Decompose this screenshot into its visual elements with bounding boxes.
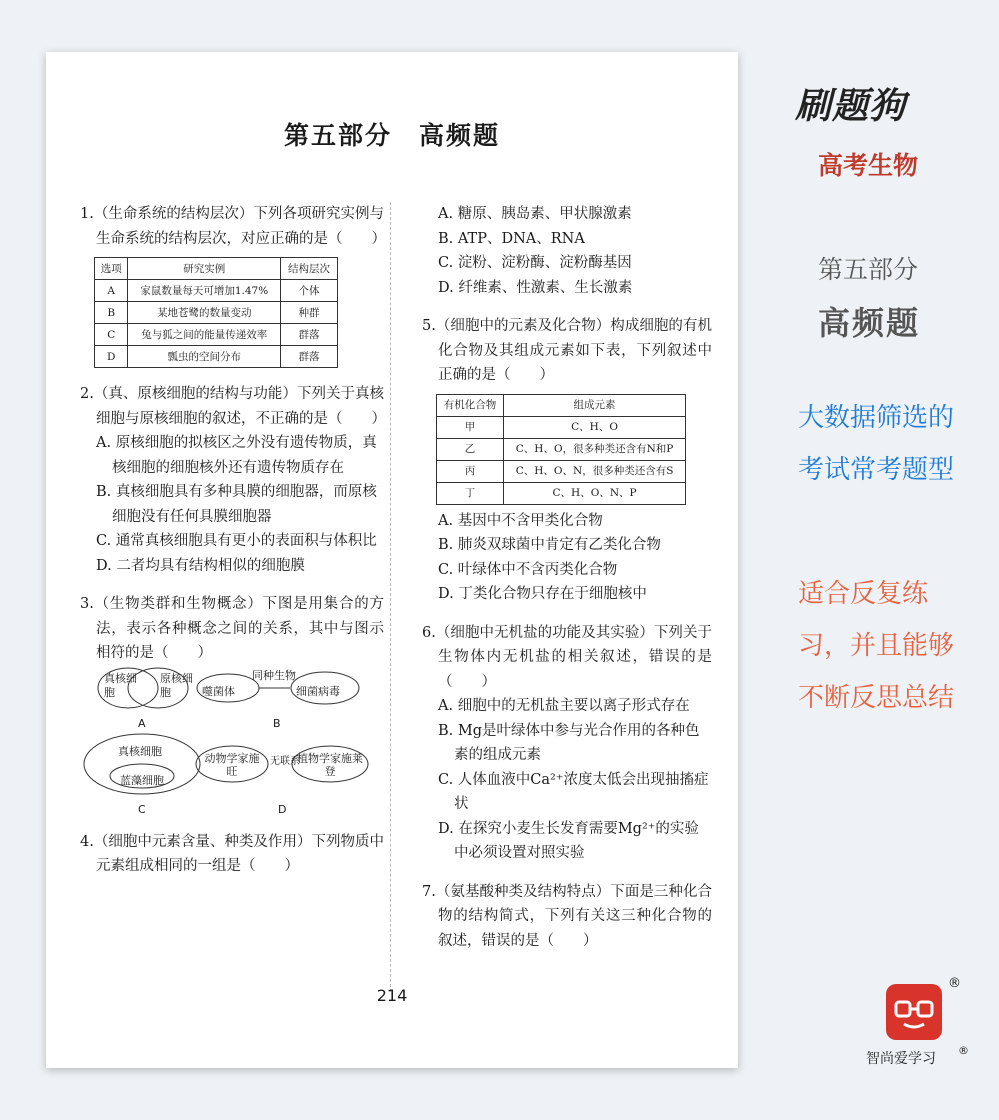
question-1-stem: 1.（生命系统的结构层次）下列各项研究实例与生命系统的结构层次，对应正确的是（ ） (80, 206, 386, 247)
brand-logo-text: 刷题狗 (795, 86, 907, 127)
table-cell: 种群 (281, 302, 338, 324)
option: A. 基因中不含甲类化合物 (438, 512, 603, 529)
question-4-stem: 4.（细胞中元素含量、种类及作用）下列物质中元素组成相同的一组是（ ） (80, 833, 384, 874)
left-column (80, 202, 384, 893)
table-cell: 家鼠数量每天可增加1.47% (128, 280, 281, 302)
part-label: 第五部分 (818, 255, 919, 284)
table-cell: 兔与狐之间的能量传递效率 (128, 324, 281, 346)
option: D. 纤维素、性激素、生长激素 (438, 279, 633, 296)
table-cell: 个体 (281, 280, 338, 302)
venn-d-label: D (278, 802, 287, 816)
venn-d-left: 动物学家施旺 (204, 751, 260, 778)
table-cell: C、H、O (504, 416, 686, 438)
table-cell: B (95, 302, 128, 324)
table-cell: A (95, 280, 128, 302)
venn-d-right: 植物学家施莱登 (297, 751, 363, 778)
registered-mark: ® (948, 976, 961, 991)
option: D. 二者均具有结构相似的细胞膜 (96, 557, 305, 574)
right-column (422, 202, 712, 967)
subject-label: 高考生物 (818, 151, 919, 180)
question-4 (80, 830, 384, 879)
venn-b-left: 噬菌体 (202, 684, 235, 698)
table-header: 结构层次 (281, 258, 338, 280)
publisher-logo-icon (886, 984, 942, 1040)
option: C. 淀粉、淀粉酶、淀粉酶基因 (438, 255, 632, 271)
question-5 (422, 314, 712, 607)
venn-d-link: 无联系 (270, 755, 300, 767)
table-cell: 甲 (437, 416, 504, 438)
venn-b-link: 同种生物 (252, 668, 296, 682)
question-1-table (94, 257, 338, 368)
option: B. 真核细胞具有多种具膜的细胞器，而原核细胞没有任何具膜细胞器 (96, 484, 377, 525)
venn-a-label: A (138, 716, 146, 730)
blurb-orange: 适合反复练习，并且能够不断反思总结 (798, 579, 955, 713)
option: C. 人体血液中Ca²⁺浓度太低会出现抽搐症状 (438, 771, 709, 812)
table-header: 有机化合物 (437, 394, 504, 416)
page-title: 第五部分 高频题 (283, 121, 500, 150)
question-3 (80, 592, 384, 816)
option: C. 通常真核细胞具有更小的表面积与体积比 (96, 533, 377, 549)
page-number: 214 (376, 986, 408, 1005)
table-cell: 群落 (281, 346, 338, 368)
option: A. 原核细胞的拟核区之外没有遗传物质，真核细胞的细胞核外还有遗传物质存在 (96, 435, 377, 476)
venn-c-inner: 蓝藻细胞 (120, 773, 164, 787)
registered-mark: ® (958, 1044, 969, 1057)
table-cell: 丁 (437, 482, 504, 504)
question-6 (422, 621, 712, 866)
question-2 (80, 382, 384, 578)
question-5-table (436, 394, 686, 505)
table-cell: C、H、O、N、P (504, 482, 686, 504)
part-title: 高频题 (818, 304, 921, 342)
question-3-stem: 3.（生物类群和生物概念）下图是用集合的方法，表示各种概念之间的关系，其中与图示相符的是（ ） (80, 596, 384, 661)
question-6-stem: 6.（细胞中无机盐的功能及其实验）下列关于生物体内无机盐的相关叙述，错误的是（ ） (422, 624, 712, 690)
question-7 (422, 880, 712, 954)
option: D. 丁类化合物只存在于细胞核中 (438, 586, 647, 602)
question-2-stem: 2.（真、原核细胞的结构与功能）下列关于真核细胞与原核细胞的叙述，不正确的是（ ） (80, 386, 386, 427)
table-cell: 瓢虫的空间分布 (128, 346, 281, 368)
table-cell: C、H、O，很多种类还含有N和P (504, 438, 686, 460)
document-page (46, 52, 738, 1068)
table-header: 研究实例 (128, 258, 281, 280)
option: B. ATP、DNA、RNA (438, 230, 585, 247)
venn-c-label: C (138, 802, 146, 816)
table-cell: 群落 (281, 324, 338, 346)
question-5-stem: 5.（细胞中的元素及化合物）构成细胞的有机化合物及其组成元素如下表，下列叙述中正确的是（ ） (422, 318, 712, 383)
table-header: 组成元素 (504, 394, 686, 416)
question-7-stem: 7.（氨基酸种类及结构特点）下面是三种化合物的结构简式，下列有关这三种化合物的叙述，错误的是（ ） (422, 883, 712, 949)
question-1 (80, 202, 384, 368)
table-cell: 丙 (437, 460, 504, 482)
venn-a-right: 原核细胞 (160, 671, 193, 699)
option: A. 糖原、胰岛素、甲状腺激素 (438, 206, 632, 222)
venn-b-label: B (273, 716, 281, 730)
table-cell: 某地苍鹭的数量变动 (128, 302, 281, 324)
table-cell: C、H、O、N，很多种类还含有S (504, 460, 686, 482)
option: D. 在探究小麦生长发育需要Mg²⁺的实验中必须设置对照实验 (438, 820, 699, 861)
venn-b-right: 细菌病毒 (296, 684, 340, 698)
publisher-name: 智尚爱学习 (866, 1051, 936, 1067)
blurb-blue: 大数据筛选的考试常考题型 (798, 403, 955, 485)
table-cell: D (95, 346, 128, 368)
venn-diagrams (80, 666, 384, 816)
table-cell: 乙 (437, 438, 504, 460)
table-header: 选项 (95, 258, 128, 280)
option: B. Mg是叶绿体中参与光合作用的各种色素的组成元素 (438, 722, 700, 763)
column-divider (390, 202, 391, 992)
option: B. 肺炎双球菌中肯定有乙类化合物 (438, 537, 661, 553)
table-cell: C (95, 324, 128, 346)
question-4-options (422, 202, 712, 300)
venn-a-left: 真核细胞 (104, 671, 137, 699)
option: A. 细胞中的无机盐主要以离子形式存在 (438, 698, 690, 714)
venn-c-outer: 真核细胞 (118, 744, 162, 758)
option: C. 叶绿体中不含丙类化合物 (438, 561, 618, 578)
